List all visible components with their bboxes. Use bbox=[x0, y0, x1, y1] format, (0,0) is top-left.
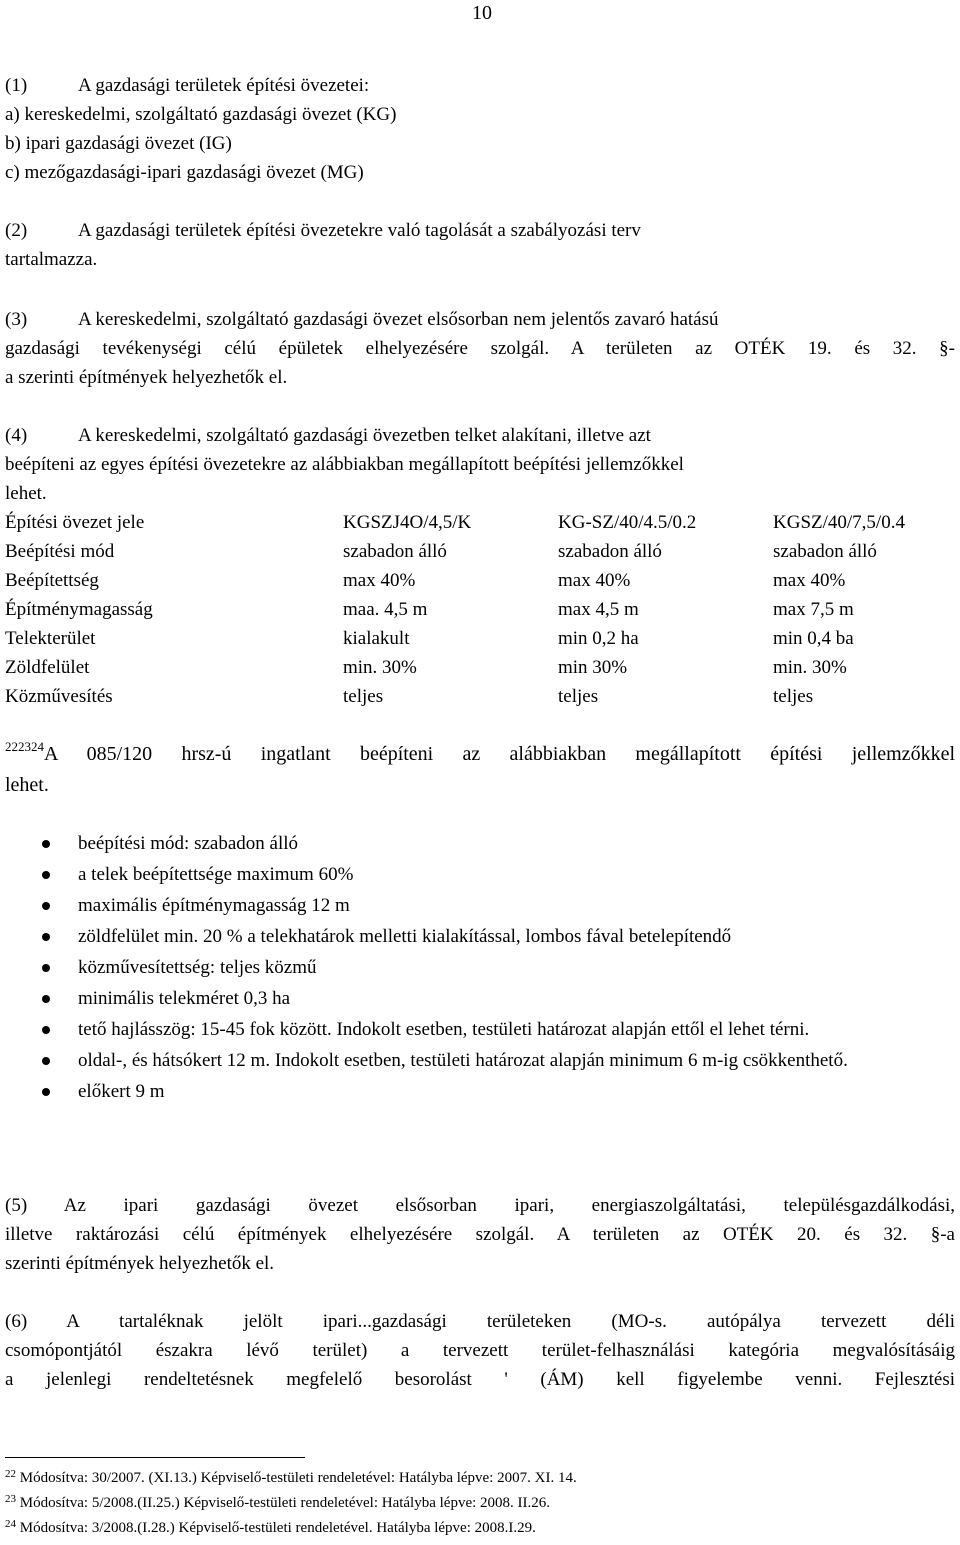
footnote-reference: 222324 bbox=[5, 739, 44, 754]
table-cell: min 0,2 ha bbox=[558, 628, 639, 649]
table-cell: Telekterület bbox=[5, 628, 96, 649]
list-item-text: tető hajlásszög: 15-45 fok között. Indokolt esetben, testületi határozat alapján ettől el lehet térni. bbox=[78, 1019, 810, 1040]
section-4-line-2: beépíteni az egyes építési övezetekre az alábbiakban megállapított beépítési jellemzőkkel bbox=[5, 454, 684, 475]
table-cell: min 30% bbox=[558, 657, 628, 678]
section-3-line-2: gazdasági tevékenységi célú épületek elhelyezésére szolgál. A területen az OTÉK 19. és 32. §- bbox=[5, 338, 955, 359]
table-cell: Beépítettség bbox=[5, 570, 99, 591]
section-1-item-b: b) ipari gazdasági övezet (IG) bbox=[5, 133, 232, 154]
section-3-text: A kereskedelmi, szolgáltató gazdasági övezet elsősorban nem jelentős zavaró hatású bbox=[78, 309, 719, 330]
bullet-icon bbox=[42, 933, 50, 941]
section-1-item-a: a) kereskedelmi, szolgáltató gazdasági övezet (KG) bbox=[5, 104, 397, 125]
list-item bbox=[0, 891, 960, 921]
list-item-text: közművesítettség: teljes közmű bbox=[78, 957, 317, 978]
table-cell: teljes bbox=[558, 686, 599, 707]
bullet-icon bbox=[42, 1057, 50, 1065]
table-cell: Zöldfelület bbox=[5, 657, 90, 678]
footnote-divider bbox=[5, 1457, 305, 1458]
footnote-text: Módosítva: 30/2007. (XI.13.) Képviselő-testületi rendeletével: Hatályba lépve: 2007. XI. 14. bbox=[19, 1470, 577, 1486]
footnote-text: Módosítva: 3/2008.(I.28.) Képviselő-testületi rendeletével. Hatályba lépve: 2008.I.29. bbox=[19, 1520, 536, 1536]
table-cell: min. 30% bbox=[773, 657, 847, 678]
table-cell: max 40% bbox=[558, 570, 631, 591]
list-item-text: zöldfelület min. 20 % a telekhatárok melletti kialakítással, lombos fával betelepítendő bbox=[78, 926, 732, 947]
section-1-item-c: c) mezőgazdasági-ipari gazdasági övezet (MG) bbox=[5, 162, 364, 183]
table-row bbox=[5, 537, 955, 566]
table-cell: max 40% bbox=[773, 570, 846, 591]
table-cell: max 7,5 m bbox=[773, 599, 854, 620]
table-row bbox=[5, 508, 955, 537]
paragraph-a-line-1 bbox=[5, 740, 955, 769]
table-row bbox=[5, 566, 955, 595]
section-4-number: (4) bbox=[5, 425, 28, 446]
table-cell: max 40% bbox=[343, 570, 416, 591]
section-5-line-2: illetve raktározási célú építmények elhelyezésére szolgál. A területen az OTÉK 20. és 32. §-a bbox=[5, 1224, 955, 1245]
section-4-line-3: lehet. bbox=[5, 483, 47, 504]
paragraph-a-line-2: lehet. bbox=[5, 774, 49, 796]
bullet-icon bbox=[42, 995, 50, 1003]
table-cell: min. 30% bbox=[343, 657, 417, 678]
list-item bbox=[0, 984, 960, 1014]
list-item bbox=[0, 829, 960, 859]
table-cell: teljes bbox=[343, 686, 384, 707]
bullet-icon bbox=[42, 1088, 50, 1096]
table-cell: KG-SZ/40/4.5/0.2 bbox=[558, 512, 697, 533]
table-cell: Építménymagasság bbox=[5, 599, 153, 620]
requirements-list bbox=[0, 829, 960, 1108]
bullet-icon bbox=[42, 902, 50, 910]
bullet-icon bbox=[42, 1026, 50, 1034]
list-item bbox=[0, 953, 960, 983]
list-item-text: a telek beépítettsége maximum 60% bbox=[78, 864, 354, 885]
section-4-line-1 bbox=[5, 421, 955, 450]
list-item bbox=[0, 1015, 960, 1045]
table-cell: Közművesítés bbox=[5, 686, 113, 707]
footnote-number: 24 bbox=[5, 1518, 16, 1530]
footnote bbox=[5, 1518, 536, 1538]
table-row bbox=[5, 682, 955, 711]
footnote-number: 23 bbox=[5, 1493, 16, 1505]
table-cell: min 0,4 ba bbox=[773, 628, 854, 649]
section-2-line-2: tartalmazza. bbox=[5, 249, 98, 270]
section-3-line-3: a szerinti építmények helyezhetők el. bbox=[5, 367, 288, 388]
table-cell: kialakult bbox=[343, 628, 410, 649]
list-item bbox=[0, 1046, 960, 1076]
section-5-line-1: (5) Az ipari gazdasági övezet elsősorban ipari, energiaszolgáltatási, településgazdálkodási, bbox=[5, 1195, 955, 1216]
table-row bbox=[5, 595, 955, 624]
section-2-line-1 bbox=[5, 216, 641, 245]
section-2-text: A gazdasági területek építési övezetekre való tagolását a szabályozási terv bbox=[78, 220, 641, 241]
footnote bbox=[5, 1493, 550, 1513]
section-4-text: A kereskedelmi, szolgáltató gazdasági övezetben telket alakítani, illetve azt bbox=[78, 425, 651, 446]
section-3-line-1 bbox=[5, 305, 719, 334]
table-cell: Építési övezet jele bbox=[5, 512, 145, 533]
footnote bbox=[5, 1468, 577, 1488]
table-cell: szabadon álló bbox=[773, 541, 877, 562]
section-3-number: (3) bbox=[5, 309, 28, 330]
list-item-text: előkert 9 m bbox=[78, 1081, 165, 1102]
table-cell: max 4,5 m bbox=[558, 599, 639, 620]
list-item bbox=[0, 860, 960, 890]
bullet-icon bbox=[42, 840, 50, 848]
page-number: 10 bbox=[472, 2, 492, 24]
bullet-icon bbox=[42, 871, 50, 879]
table-row bbox=[5, 653, 955, 682]
section-6-line-2: csomópontjától északra lévő terület) a tervezett terület-felhasználási kategória megvalósításáig bbox=[5, 1340, 955, 1361]
bullet-icon bbox=[42, 964, 50, 972]
list-item bbox=[0, 1077, 960, 1107]
list-item bbox=[0, 922, 960, 952]
list-item-text: oldal-, és hátsókert 12 m. Indokolt esetben, testületi határozat alapján minimum 6 m-ig csökkenthető. bbox=[78, 1050, 848, 1071]
table-cell: KGSZJ4O/4,5/K bbox=[343, 512, 472, 533]
section-6-line-3: a jelenlegi rendeltetésnek megfelelő besorolást ' (ÁM) kell figyelembe venni. Fejlesztési bbox=[5, 1369, 955, 1390]
table-cell: szabadon álló bbox=[558, 541, 662, 562]
footnote-text: Módosítva: 5/2008.(II.25.) Képviselő-testületi rendeletével: Hatályba lépve: 2008. II.26. bbox=[19, 1495, 551, 1511]
table-cell: KGSZ/40/7,5/0.4 bbox=[773, 512, 905, 533]
section-1-title-text: A gazdasági területek építési övezetei: bbox=[78, 75, 370, 96]
section-2-number: (2) bbox=[5, 220, 28, 241]
table-cell: teljes bbox=[773, 686, 814, 707]
paragraph-a-text: A 085/120 hrsz-ú ingatlant beépíteni az alábbiakban megállapított építési jellemzőkkel bbox=[44, 743, 955, 765]
list-item-text: maximális építménymagasság 12 m bbox=[78, 895, 350, 916]
section-5-line-3: szerinti építmények helyezhetők el. bbox=[5, 1253, 275, 1274]
section-1-title bbox=[5, 71, 369, 100]
footnote-number: 22 bbox=[5, 1468, 16, 1480]
table-row bbox=[5, 624, 955, 653]
table-cell: maa. 4,5 m bbox=[343, 599, 428, 620]
table-cell: szabadon álló bbox=[343, 541, 447, 562]
list-item-text: beépítési mód: szabadon álló bbox=[78, 833, 299, 854]
list-item-text: minimális telekméret 0,3 ha bbox=[78, 988, 291, 1009]
section-1-number: (1) bbox=[5, 75, 28, 96]
table-cell: Beépítési mód bbox=[5, 541, 115, 562]
section-6-line-1: (6) A tartaléknak jelölt ipari...gazdasági területeken (MO-s. autópálya tervezett déli bbox=[5, 1311, 955, 1332]
